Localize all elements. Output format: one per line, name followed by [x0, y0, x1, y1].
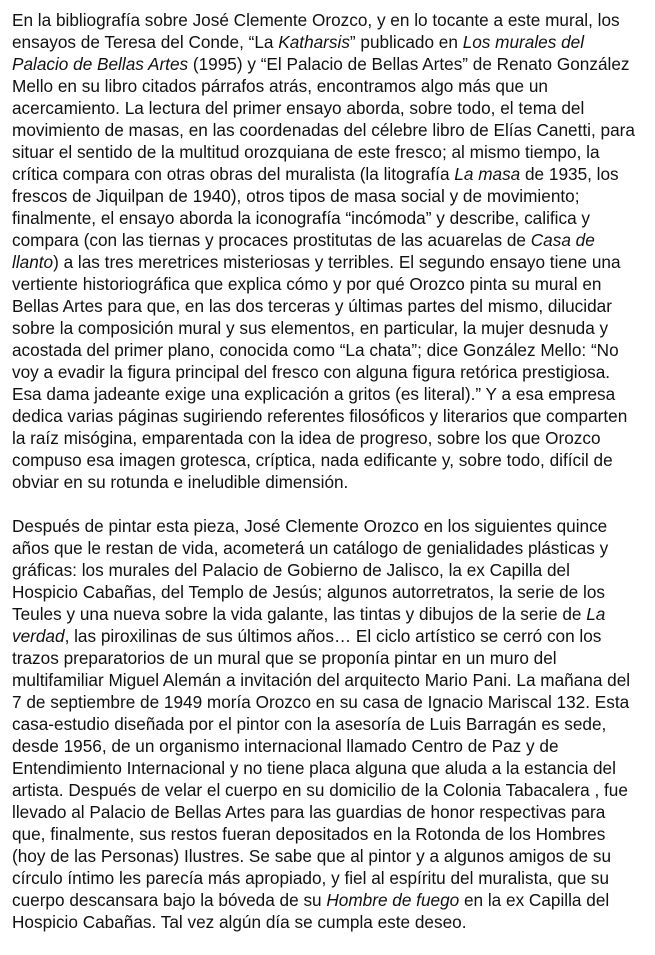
text-line	[12, 471, 652, 493]
text-line	[12, 669, 652, 691]
text-run: frescos de Jiquilpan de 1940), otros tipos de masa social y de movimiento;	[12, 186, 580, 206]
text-run: (hoy de las Personas) Ilustres. Se sabe que al pintor y a algunos amigos de su	[12, 846, 612, 866]
text-line	[12, 31, 652, 53]
text-line	[12, 845, 652, 867]
text-line	[12, 867, 652, 889]
italic-title-text: Casa de	[530, 230, 595, 250]
text-run: Después de pintar esta pieza, José Clemente Orozco en los siguientes quince	[12, 516, 608, 536]
italic-title-text: Hombre de fuego	[326, 890, 460, 910]
document-body	[12, 9, 652, 955]
text-run: que, finalmente, sus restos fueran depositados en la Rotonda de los Hombres	[12, 824, 606, 844]
italic-title-text: Palacio de Bellas Artes	[12, 54, 189, 74]
italic-title-text: La masa	[454, 164, 521, 184]
italic-title-text: llanto	[12, 252, 54, 272]
text-line	[12, 295, 652, 317]
text-run: , las piroxilinas de sus últimos años… El ciclo artístico se cerró con los	[64, 626, 602, 646]
text-line	[12, 53, 652, 75]
text-line	[12, 515, 652, 537]
text-line	[12, 273, 652, 295]
text-line	[12, 251, 652, 273]
text-line	[12, 229, 652, 251]
text-run: llevado al Palacio de Bellas Artes para las guardias de honor respectivas para	[12, 802, 606, 822]
text-line	[12, 779, 652, 801]
text-line	[12, 361, 652, 383]
text-run: crítica compara con otras obras del muralista (la litografía	[12, 164, 455, 184]
text-run: ) a las tres meretrices misteriosas y terribles. El segundo ensayo tiene una	[53, 252, 621, 272]
text-line	[12, 647, 652, 669]
text-line	[12, 801, 652, 823]
text-run: en la ex Capilla del	[459, 890, 610, 910]
text-run: Entendimiento Internacional y no tiene placa alguna que aluda a la estancia del	[12, 758, 616, 778]
text-line	[12, 383, 652, 405]
text-line	[12, 691, 652, 713]
text-run: Hospicio Cabañas, del Templo de Jesús; algunos autorretratos, la serie de los	[12, 582, 605, 602]
text-run: movimiento de masas, en las coordenadas del célebre libro de Elías Canetti, para	[12, 120, 635, 140]
text-run: Bellas Artes para que, en las dos terceras y últimas partes del mismo, dilucidar	[12, 296, 612, 316]
text-line	[12, 339, 652, 361]
text-run: de 1935, los	[520, 164, 619, 184]
italic-title-text: Los murales del	[462, 32, 585, 52]
text-run: voy a evadir la figura principal del fresco con alguna figura retórica prestigiosa.	[12, 362, 611, 382]
text-run: Teules y una nueva sobre la vida galante, las tintas y dibujos de la serie de	[12, 604, 587, 624]
text-run: ” publicado en	[349, 32, 463, 52]
text-line	[12, 889, 652, 911]
text-run: compuso esa imagen grotesca, críptica, nada edificante y, sobre todo, difícil de	[12, 450, 613, 470]
text-run: cuerpo descansara bajo la bóveda de su	[12, 890, 327, 910]
clipped-previous-line	[12, 0, 652, 7]
text-line	[12, 97, 652, 119]
text-line	[12, 405, 652, 427]
text-line	[12, 75, 652, 97]
italic-title-text: La	[586, 604, 606, 624]
text-line	[12, 603, 652, 625]
paragraph-orozco-final-years	[12, 515, 652, 933]
text-run: dedica varias páginas sugiriendo referentes filosóficos y literarios que comparten	[12, 406, 628, 426]
text-run: acercamiento. La lectura del primer ensayo aborda, sobre todo, el tema del	[12, 98, 585, 118]
text-run: desde 1956, de un organismo internacional llamado Centro de Paz y de	[12, 736, 559, 756]
text-run: acostada del primer plano, conocida como “La chata”; dice González Mello: “No	[12, 340, 619, 360]
text-run: En la bibliografía sobre José Clemente Orozco, y en lo tocante a este mural, los	[12, 10, 620, 30]
text-run: la raíz misógina, emparentada con la idea de progreso, sobre los que Orozco	[12, 428, 601, 448]
text-run: compara (con las tiernas y procaces prostitutas de las acuarelas de	[12, 230, 531, 250]
paragraph-orozco-bibliography	[12, 9, 652, 493]
text-line	[12, 735, 652, 757]
text-line	[12, 9, 652, 31]
italic-title-text: verdad	[12, 626, 65, 646]
text-run: situar el sentido de la multitud orozquiana de este fresco; al mismo tiempo, la	[12, 142, 600, 162]
text-run: Mello en su libro citados párrafos atrás, encontramos algo más que un	[12, 76, 548, 96]
text-line	[12, 559, 652, 581]
text-line	[12, 537, 652, 559]
text-line	[12, 625, 652, 647]
text-run: años que le restan de vida, acometerá un catálogo de genialidades plásticas y	[12, 538, 609, 558]
text-run: sobre la composición mural y sus elementos, en particular, la mujer desnuda y	[12, 318, 609, 338]
text-line	[12, 713, 652, 735]
text-run: gráficas: los murales del Palacio de Gobierno de Jalisco, la ex Capilla del	[12, 560, 570, 580]
text-line	[12, 427, 652, 449]
text-run: artista. Después de velar el cuerpo en su domicilio de la Colonia Tabacalera , fue	[12, 780, 628, 800]
text-run: obviar en su rotunda e ineludible dimensión.	[12, 472, 349, 492]
text-run: (1995) y “El Palacio de Bellas Artes” de Renato González	[188, 54, 630, 74]
text-line	[12, 581, 652, 603]
text-line	[12, 207, 652, 229]
text-run: casa-estudio diseñada por el pintor con la asesoría de Luis Barragán es sede,	[12, 714, 607, 734]
text-run: círculo íntimo les parecía más apropiado, y fiel al espíritu del muralista, que su	[12, 868, 610, 888]
text-run: vertiente historiográfica que explica cómo y por qué Orozco pinta su mural en	[12, 274, 602, 294]
text-run: trazos preparatorios de un mural que se proponía pintar en un muro del	[12, 648, 557, 668]
text-run: Hospicio Cabañas. Tal vez algún día se cumpla este deseo.	[12, 912, 467, 932]
text-run: 7 de septiembre de 1949 moría Orozco en su casa de Ignacio Mariscal 132. Esta	[12, 692, 630, 712]
text-line	[12, 823, 652, 845]
text-line	[12, 185, 652, 207]
text-line	[12, 911, 652, 933]
text-run: ensayos de Teresa del Conde, “La	[12, 32, 279, 52]
text-run: multifamiliar Miguel Alemán a invitación del arquitecto Mario Pani. La mañana del	[12, 670, 631, 690]
text-run: Esa dama jadeante exige una explicación a gritos (es literal).” Y a esa empresa	[12, 384, 616, 404]
text-line	[12, 141, 652, 163]
text-run: finalmente, el ensayo aborda la iconografía “incómoda” y describe, califica y	[12, 208, 590, 228]
text-line	[12, 163, 652, 185]
text-line	[12, 317, 652, 339]
italic-title-text: Katharsis	[278, 32, 350, 52]
text-line	[12, 449, 652, 471]
text-line	[12, 757, 652, 779]
text-line	[12, 119, 652, 141]
